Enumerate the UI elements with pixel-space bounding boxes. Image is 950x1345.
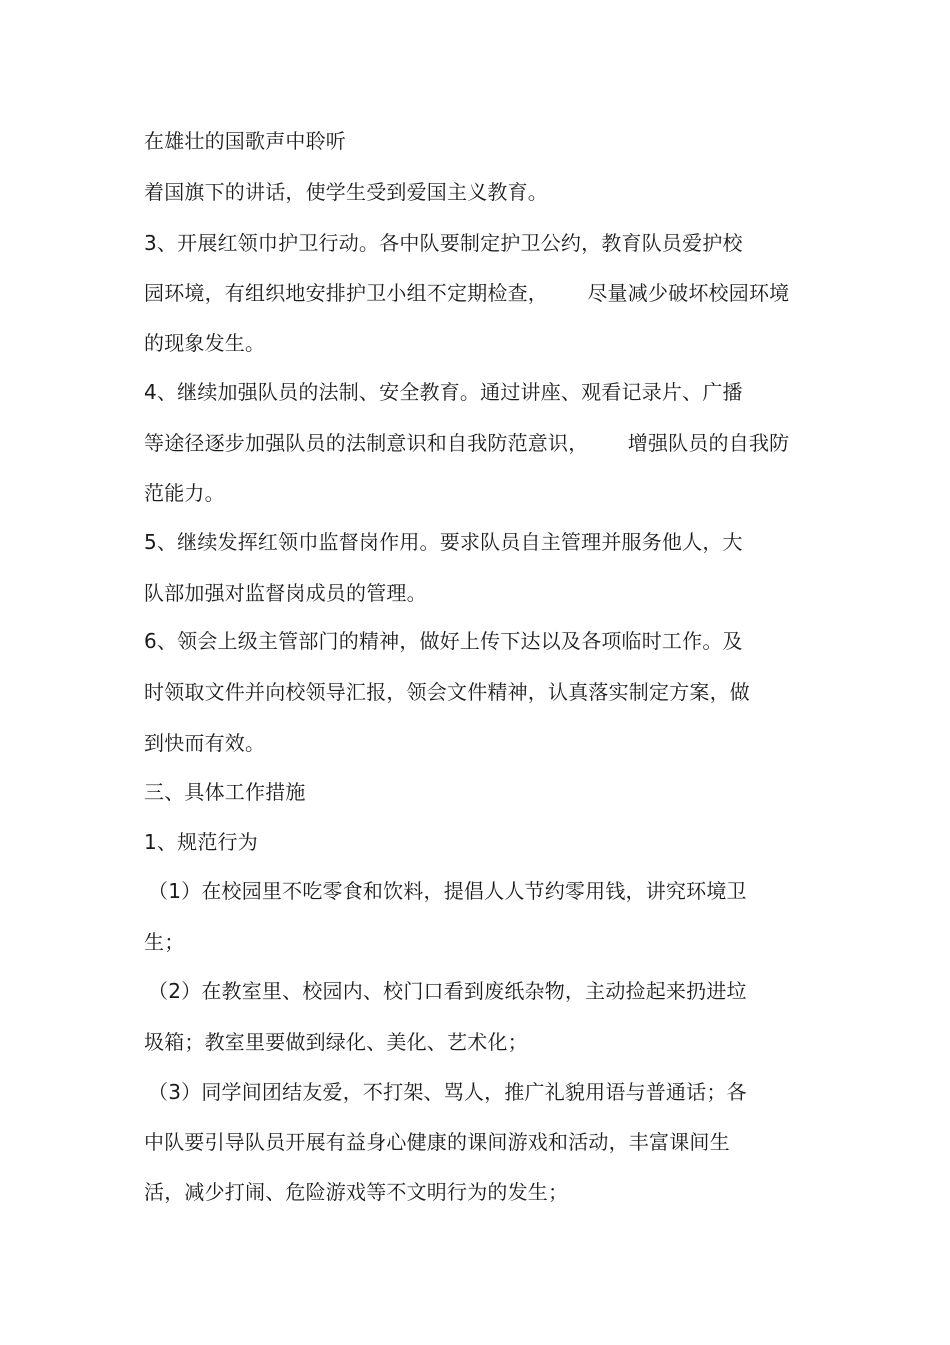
text-line: 在雄壮的国歌声中聆听 — [144, 129, 346, 153]
text-line: 到快而有效。 — [144, 731, 266, 755]
text-line: 时领取文件并向校领导汇报，领会文件精神，认真落实制定方案，做 — [144, 680, 750, 704]
text-line: （3）同学间团结友爱，不打架、骂人，推广礼貌用语与普通话；各 — [148, 1080, 747, 1104]
text-line: 等途径逐步加强队员的法制意识和自我防范意识， 增强队员的自我防 — [144, 431, 790, 455]
text-line: 的现象发生。 — [144, 331, 266, 355]
text-line: 范能力。 — [144, 481, 225, 505]
text-line: 队部加强对监督岗成员的管理。 — [144, 581, 427, 605]
text-line: 生； — [144, 930, 185, 954]
text-line: （1）在校园里不吃零食和饮料，提倡人人节约零用钱，讲究环境卫 — [148, 879, 747, 903]
text-line: 3、开展红领巾护卫行动。各中队要制定护卫公约，教育队员爱护校 — [144, 231, 743, 255]
section-heading: 三、具体工作措施 — [144, 780, 306, 804]
subsection-heading: 1、规范行为 — [144, 830, 258, 854]
text-line: 4、继续加强队员的法制、安全教育。通过讲座、观看记录片、广播 — [144, 380, 743, 404]
text-line: 园环境，有组织地安排护卫小组不定期检查， 尽量减少破坏校园环境 — [144, 281, 790, 305]
text-line: 圾箱；教室里要做到绿化、美化、艺术化； — [144, 1030, 528, 1054]
text-line: 6、领会上级主管部门的精神，做好上传下达以及各项临时工作。及 — [144, 629, 743, 653]
text-line: 活，减少打闹、危险游戏等不文明行为的发生； — [144, 1180, 569, 1204]
text-line: （2）在教室里、校园内、校门口看到废纸杂物，主动捡起来扔进垃 — [148, 979, 747, 1003]
text-line: 5、继续发挥红领巾监督岗作用。要求队员自主管理并服务他人，大 — [144, 530, 743, 554]
text-line: 着国旗下的讲话，使学生受到爱国主义教育。 — [144, 180, 548, 204]
text-line: 中队要引导队员开展有益身心健康的课间游戏和活动，丰富课间生 — [144, 1130, 730, 1154]
